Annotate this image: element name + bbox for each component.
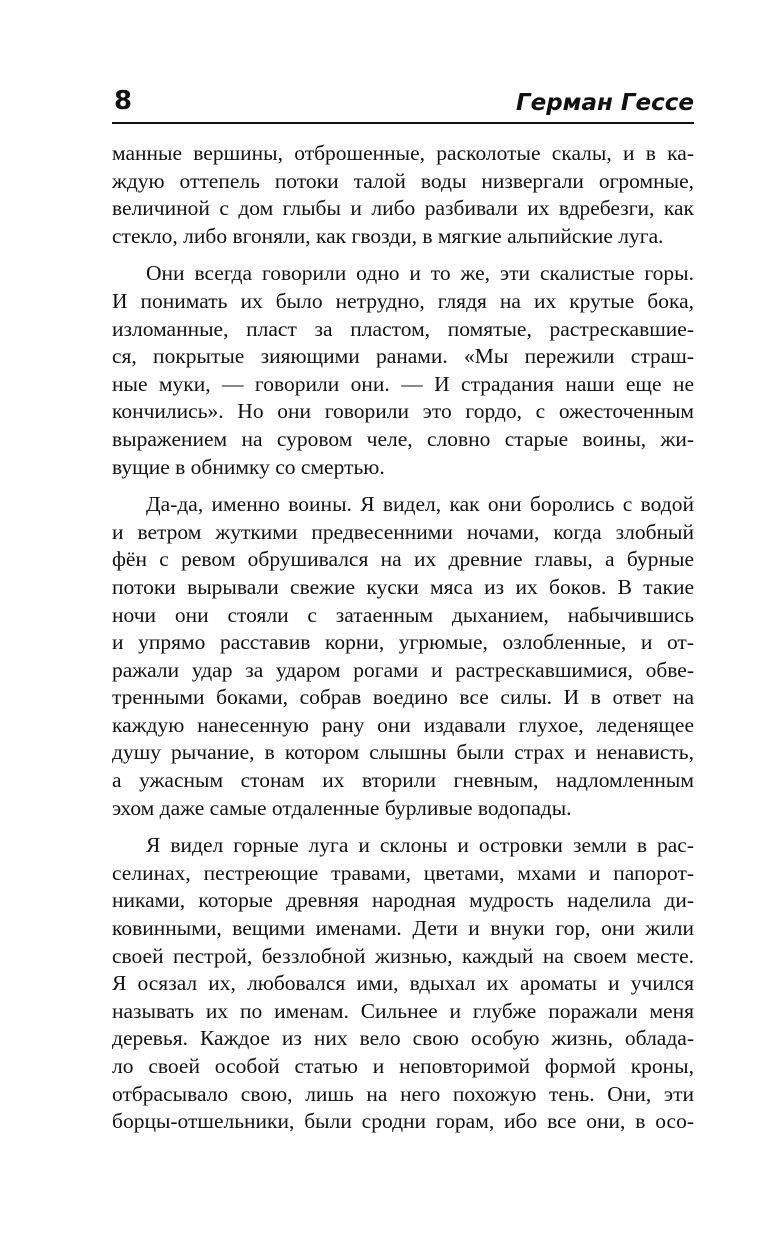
text-line: Они всегда говорили одно и то же, эти скалистые горы.	[146, 261, 694, 286]
text-line: называть их по именам. Сильнее и глубже поражали меня	[112, 998, 694, 1023]
text-line: а ужасным стонам их вторили гневным, надломленным	[112, 768, 694, 793]
running-title: Герман Гессе	[515, 90, 694, 116]
paragraph	[112, 140, 694, 250]
text-line: своей пестрой, беззлобной жизнью, каждый на своем месте.	[112, 943, 694, 968]
text-line: величиной с дом глыбы и либо разбивали их вдребезги, как	[112, 196, 694, 221]
text-line: И понимать их было нетрудно, глядя на их крутые бока,	[112, 288, 694, 313]
text-line: Да-да, именно воины. Я видел, как они боролись с водой	[146, 492, 694, 517]
text-line: каждую нанесенную рану они издавали глухое, леденящее	[112, 712, 694, 737]
paragraph	[112, 260, 694, 481]
text-line: ждую оттепель потоки талой воды низвергали огромные,	[112, 168, 694, 193]
running-header	[112, 82, 694, 124]
text-line: ся, покрытые зияющими ранами. «Мы пережили страш-	[112, 344, 694, 369]
text-line: никами, которые древняя народная мудрость наделила ди-	[112, 888, 694, 913]
text-line: ные муки, — говорили они. — И страдания наши еще не	[112, 371, 694, 396]
text-line: борцы-отшельники, были сродни горам, ибо все они, в осо-	[112, 1109, 694, 1134]
paragraph	[112, 832, 694, 1136]
text-line: выражением на суровом челе, словно старые воины, жи-	[112, 426, 694, 451]
text-line: тренными боками, собрав воедино все силы. И в ответ на	[112, 685, 694, 710]
text-line: Я осязал их, любовался ими, вдыхал их ароматы и учился	[112, 971, 694, 996]
text-line: манные вершины, отброшенные, расколотые скалы, и в ка-	[112, 141, 694, 165]
text-line: душу рычание, в котором слышны были страх и ненависть,	[112, 740, 694, 765]
text-line: ражали удар за ударом рогами и растрескавшимися, обве-	[112, 657, 694, 682]
text-line: отбрасывало свою, лишь на него похожую тень. Они, эти	[112, 1081, 694, 1106]
text-line: изломанные, пласт за пластом, помятые, растрескавшие-	[112, 316, 694, 341]
text-line: и ветром жуткими предвесенними ночами, когда злобный	[112, 519, 694, 544]
text-line: селинах, пестреющие травами, цветами, мхами и папорот-	[112, 860, 694, 885]
text-line: и упрямо расставив корни, угрюмые, озлобленные, и от-	[112, 630, 694, 655]
body-text	[112, 140, 694, 1136]
text-line: ночи они стояли с затаенным дыханием, набычившись	[112, 602, 694, 627]
text-line: ковинными, вещими именами. Дети и внуки гор, они жили	[112, 916, 694, 941]
text-line: эхом даже самые отдаленные бурливые водопады.	[112, 795, 572, 820]
text-line: ло своей особой статью и неповторимой формой кроны,	[112, 1054, 694, 1078]
page-number: 8	[114, 86, 133, 116]
text-line: потоки вырывали свежие куски мяса из их боков. В такие	[112, 574, 694, 599]
text-line: вущие в обнимку со смертью.	[112, 454, 385, 479]
paragraph	[112, 491, 694, 822]
text-line: Я видел горные луга и склоны и островки земли в рас-	[146, 833, 694, 858]
text-line: деревья. Каждое из них вело свою особую жизнь, облада-	[112, 1026, 694, 1051]
book-page	[112, 82, 694, 1146]
text-line: кончились». Но они говорили это гордо, с ожесточенным	[112, 399, 694, 424]
text-line: фён с ревом обрушивался на их древние главы, а бурные	[112, 547, 694, 572]
text-line: стекло, либо вгоняли, как гвозди, в мягкие альпийские луга.	[112, 223, 664, 248]
